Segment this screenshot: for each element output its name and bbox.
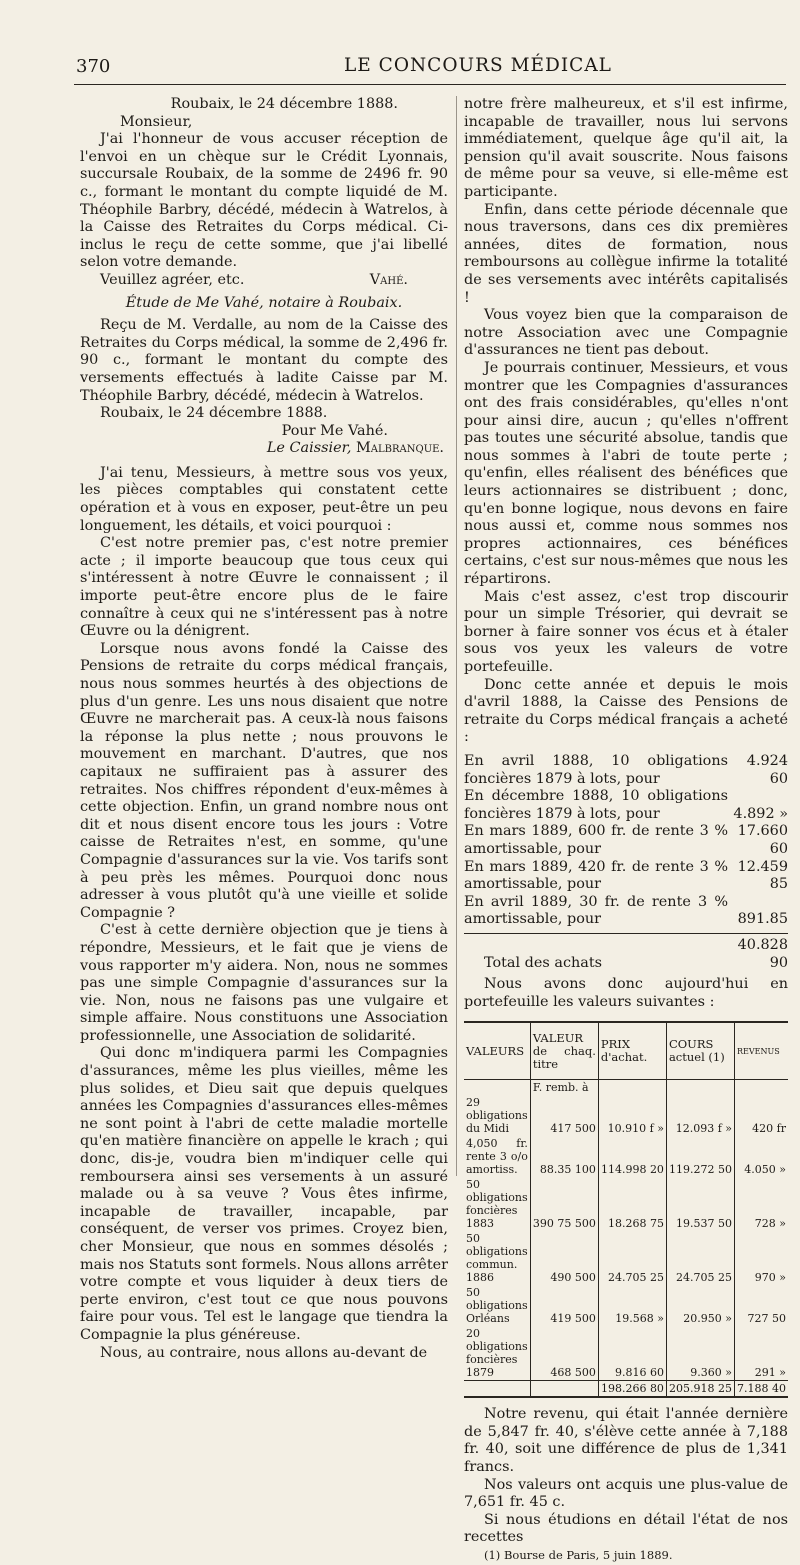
total-cours: 205.918 25 bbox=[666, 1381, 734, 1398]
cell-revenu: 970 » bbox=[735, 1231, 788, 1285]
header-cours: COURS actuel (1) bbox=[666, 1022, 734, 1080]
cell-cours: 9.360 » bbox=[666, 1326, 734, 1381]
left-paragraph-2: C'est notre premier pas, c'est notre premier acte ; il importe beaucoup que tous ceux qui s'intéressent à notre Œuvre le connaissent ; il importe peut-être encore plus de le faire connaître à ceux qui ne s'intéressent pas à notre Œuvre ou la dénigrent. bbox=[80, 535, 448, 640]
letter-date: Roubaix, le 24 décembre 1888. bbox=[170, 96, 398, 112]
receipt-body: Reçu de M. Verdalle, au nom de la Caisse des Retraites du Corps médical, la somme de 2,496 fr. 90 c., formant le montant du compte des versements effectués à ladite Caisse par M. Théophile Barbry, décédé, médecin à Watrelos. bbox=[80, 317, 448, 404]
purchase-amount: 12.459 85 bbox=[737, 858, 788, 893]
cell-name: 50 obligations Orléans bbox=[466, 1286, 528, 1326]
running-title: LE CONCOURS MÉDICAL bbox=[344, 55, 612, 76]
cell-price: 19.568 » bbox=[598, 1285, 666, 1326]
cell-name: 29 obligations du Midi bbox=[466, 1096, 528, 1136]
total-revenu: 7.188 40 bbox=[735, 1381, 788, 1398]
cashier-role: Le Caissier, bbox=[266, 440, 352, 457]
cell-cours: 19.537 50 bbox=[666, 1177, 734, 1231]
purchase-row bbox=[464, 859, 788, 894]
cell-price: 10.910 f » bbox=[598, 1095, 666, 1136]
left-paragraph-4: C'est à cette dernière objection que je tiens à répondre, Messieurs, et le fait que je viens de vous rapporter m'y aidera. Non, nous ne sommes pas une simple Compagnie d'assurances sur la vie. Non, nous ne faisons pas une vulgaire et simple affaire. Nous constituons une Association professionnelle, une Association de solidarité. bbox=[80, 922, 448, 1044]
cell-name: 50 obligations commun. 1886 bbox=[466, 1232, 528, 1285]
right-paragraph-6: Donc cette année et depuis le mois d'avril 1888, la Caisse des Pensions de retraite du Corps médical français a acheté : bbox=[464, 676, 788, 746]
table-row bbox=[464, 1231, 788, 1285]
header-valeur-titre: VALEUR de chaq. titre bbox=[530, 1022, 598, 1080]
right-column bbox=[464, 96, 788, 1565]
letter-signature: Vahé. bbox=[369, 271, 408, 288]
cell-cours: 24.705 25 bbox=[666, 1231, 734, 1285]
purchase-list bbox=[464, 753, 788, 972]
receipt-date: Roubaix, le 24 décembre 1888. bbox=[100, 405, 328, 422]
purchase-label: En décembre 1888, 10 obligations foncières 1879 à lots, pour bbox=[464, 788, 728, 822]
column-divider bbox=[456, 96, 457, 1176]
portfolio-intro: Nous avons donc aujourd'hui en portefeuille les valeurs suivantes : bbox=[464, 976, 788, 1010]
purchase-amount: 891.85 bbox=[737, 911, 788, 928]
purchase-amount: 4.924 60 bbox=[746, 752, 788, 787]
left-paragraph-5: Qui donc m'indiquera parmi les Compagnies d'assurances, même les plus vieilles, même les plus solides, et Dieu sait que depuis quelques années les Compagnies d'assurances elles-mêmes ne sont point à l'abri de cette maladie mortelle qu'en matière financière on appelle le krach ; qui donc, dis-je, voudra bien m'indiquer celle qui remboursera ainsi ses versements à un assuré malade ou à sa veuve ? Vous êtes infirme, incapable de travailler, incapable, par conséquent, de verser vos primes. Croyez bien, cher Monsieur, que nous en sommes désolés ; mais nos Statuts sont formels. Nous allons arrêter votre compte et vous liquider à deux tiers de perte environ, c'est tout ce que nous pouvons faire pour vous. Tel est le langage que tiendra la Compagnie la plus généreuse. bbox=[80, 1045, 448, 1343]
table-row bbox=[464, 1080, 788, 1096]
page-number: 370 bbox=[76, 56, 111, 77]
letter-salutation: Monsieur, bbox=[120, 113, 193, 130]
header-prix: PRIX d'achat. bbox=[598, 1022, 666, 1080]
purchase-row bbox=[464, 823, 788, 858]
purchase-amount: 17.660 60 bbox=[737, 823, 788, 857]
purchase-label: En mars 1889, 420 fr. de rente 3 % amortissable, pour bbox=[464, 858, 728, 893]
left-paragraph-6: Nous, au contraire, nous allons au-devant de bbox=[100, 1344, 428, 1361]
cell-value: 100 bbox=[574, 1163, 596, 1177]
left-column bbox=[80, 96, 448, 1362]
cell-name: 4,050 fr. rente 3 o/o amortiss. bbox=[466, 1137, 528, 1177]
cell-revenu: 420 fr bbox=[735, 1095, 788, 1136]
after-paragraph-3: Si nous étudions en détail l'état de nos recettes bbox=[464, 1511, 788, 1546]
cell-price: 24.705 25 bbox=[598, 1231, 666, 1285]
cell-revenu: 728 » bbox=[735, 1177, 788, 1231]
letter-closing bbox=[80, 272, 448, 290]
cell-value: 500 bbox=[574, 1312, 596, 1326]
left-paragraph-1: J'ai tenu, Messieurs, à mettre sous vos yeux, les pièces comptables qui constatent cette opération et à vous en exposer, peut-être un peu longuement, les détails, et voici pourquoi : bbox=[80, 464, 448, 534]
cell-cours: 119.272 50 bbox=[666, 1136, 734, 1177]
receipt-cashier bbox=[80, 440, 448, 458]
purchase-total bbox=[464, 933, 788, 972]
table-total-row bbox=[464, 1381, 788, 1398]
page-header bbox=[74, 52, 786, 85]
table-row bbox=[464, 1326, 788, 1381]
purchase-row bbox=[464, 753, 788, 788]
letter-closing-text: Veuillez agréer, etc. bbox=[100, 271, 245, 288]
right-paragraph-5: Mais c'est assez, c'est trop discourir pour un simple Trésorier, qui devrait se borner à faire sonner vos écus et à étaler sous vos yeux les valeurs de votre portefeuille. bbox=[464, 588, 788, 675]
cell-value: 500 bbox=[574, 1366, 596, 1380]
cell-name: 20 obligations foncières 1879 bbox=[466, 1327, 528, 1380]
table-row bbox=[464, 1285, 788, 1326]
left-paragraph-3: Lorsque nous avons fondé la Caisse des Pensions de retraite du corps médical français, nous nous sommes heurtés à des objections de plus d'un genre. Les uns nous disaient que notre Œuvre ne marcherait pas. A ceux-là nous faisons la réponse la plus nette ; nous prouvons le mouvement en marchant. D'autres, que nos capitaux ne suffiraient pas à assurer des retraites. Nos chiffres répondent d'eux-mêmes à cette objection. Enfin, un grand nombre nous ont dit et nous disent encore tous les jours : Votre caisse de Retraites n'est, en somme, qu'une Compagnie d'assurances sur la vie. Vos tarifs sont à peu près les mêmes. Pourquoi donc nous adresser à vous plutôt qu'à une vieille et solide Compagnie ? bbox=[80, 640, 448, 921]
cell-count: 419 bbox=[550, 1312, 572, 1326]
receipt-pour: Pour Me Vahé. bbox=[281, 422, 388, 439]
total-label: Total des achats bbox=[484, 954, 603, 971]
after-paragraph-2: Nos valeurs ont acquis une plus-value de 7,651 fr. 45 c. bbox=[464, 1476, 788, 1511]
cell-price: 18.268 75 bbox=[598, 1177, 666, 1231]
cell-revenu: 4.050 » bbox=[735, 1136, 788, 1177]
cell-sub-label: F. remb. à bbox=[530, 1080, 598, 1096]
table-row bbox=[464, 1136, 788, 1177]
right-paragraph-4: Je pourrais continuer, Messieurs, et vous montrer que les Compagnies d'assurances ont des frais considérables, qu'elles n'ont pour ainsi dire, aucun ; qu'elles n'offrent pas toutes une sécurité absolue, tandis que nous sommes à l'abri de toute perte ; qu'enfin, elles réalisent des bénéfices que leurs actionnaires se distribuent ; donc, qu'en bonne logique, nous devons en faire nous aussi et, comme nous sommes nos propres actionnaires, ces bénéfices certains, c'est sur nous-mêmes que nous les répartirons. bbox=[464, 359, 788, 588]
cell-price: 114.998 20 bbox=[598, 1136, 666, 1177]
table-row bbox=[464, 1095, 788, 1136]
cell-revenu: 727 50 bbox=[735, 1285, 788, 1326]
cell-value: 500 bbox=[574, 1122, 596, 1136]
cell-value: 75 500 bbox=[557, 1217, 596, 1231]
after-paragraph-1: Notre revenu, qui était l'année dernière de 5,847 fr. 40, s'élève cette année à 7,188 fr. 40, soit une différence de plus de 1,341 francs. bbox=[464, 1406, 788, 1476]
cell-count: 417 bbox=[550, 1122, 572, 1136]
footnote: (1) Bourse de Paris, 5 juin 1889. bbox=[484, 1548, 673, 1563]
purchase-amount: 4.892 » bbox=[733, 805, 788, 822]
cell-count: 390 bbox=[532, 1217, 554, 1231]
purchase-label: En avril 1888, 10 obligations foncières 1879 à lots, pour bbox=[464, 752, 728, 787]
cell-value: 500 bbox=[574, 1271, 596, 1285]
total-amount: 40.828 90 bbox=[737, 936, 788, 971]
right-paragraph-3: Vous voyez bien que la comparaison de notre Association avec une Compagnie d'assurances ne tient pas debout. bbox=[464, 307, 788, 359]
notary-heading: Étude de Me Vahé, notaire à Roubaix. bbox=[125, 294, 403, 311]
cashier-name: Malbranque. bbox=[356, 440, 444, 457]
table-row bbox=[464, 1177, 788, 1231]
purchase-label: En avril 1889, 30 fr. de rente 3 % amortissable, pour bbox=[464, 893, 728, 928]
header-revenus: REVENUS bbox=[735, 1022, 788, 1080]
purchase-label: En mars 1889, 600 fr. de rente 3 % amortissable, pour bbox=[464, 823, 728, 857]
cell-name: 50 obligations foncières 1883 bbox=[466, 1178, 528, 1231]
cell-revenu: 291 » bbox=[735, 1326, 788, 1381]
right-paragraph-2: Enfin, dans cette période décennale que nous traversons, dans ces dix premières années, dites de formation, nous remboursons au collègue infirme la totalité de ses versements avec intérêts capitalisés ! bbox=[464, 201, 788, 306]
purchase-row bbox=[464, 788, 788, 823]
cell-cours: 12.093 f » bbox=[666, 1095, 734, 1136]
total-price: 198.266 80 bbox=[598, 1381, 666, 1398]
portfolio-table bbox=[464, 1021, 788, 1398]
header-valeurs: VALEURS bbox=[464, 1022, 530, 1080]
right-paragraph-1: notre frère malheureux, et s'il est infirme, incapable de travailler, nous lui servons immédiatement, quelque âge qu'il ait, la pension qu'il avait souscrite. Nous faisons de même pour sa veuve, si elle-même est participante. bbox=[464, 96, 788, 200]
letter-body: J'ai l'honneur de vous accuser réception de l'envoi en un chèque sur le Crédit Lyonnais, succursale Roubaix, de la somme de 2496 fr. 90 c., formant le montant du compte liquidé de M. Théophile Barbry, décédé, médecin à Watrelos, à la Caisse des Retraites du Corps médical. Ci-inclus le reçu de cette somme, que j'ai libellé selon votre demande. bbox=[80, 131, 448, 271]
cell-price: 9.816 60 bbox=[598, 1326, 666, 1381]
cell-count: 490 bbox=[550, 1271, 572, 1285]
cell-count: 88.35 bbox=[539, 1163, 572, 1177]
cell-cours: 20.950 » bbox=[666, 1285, 734, 1326]
purchase-row bbox=[464, 894, 788, 929]
cell-count: 468 bbox=[550, 1366, 572, 1380]
